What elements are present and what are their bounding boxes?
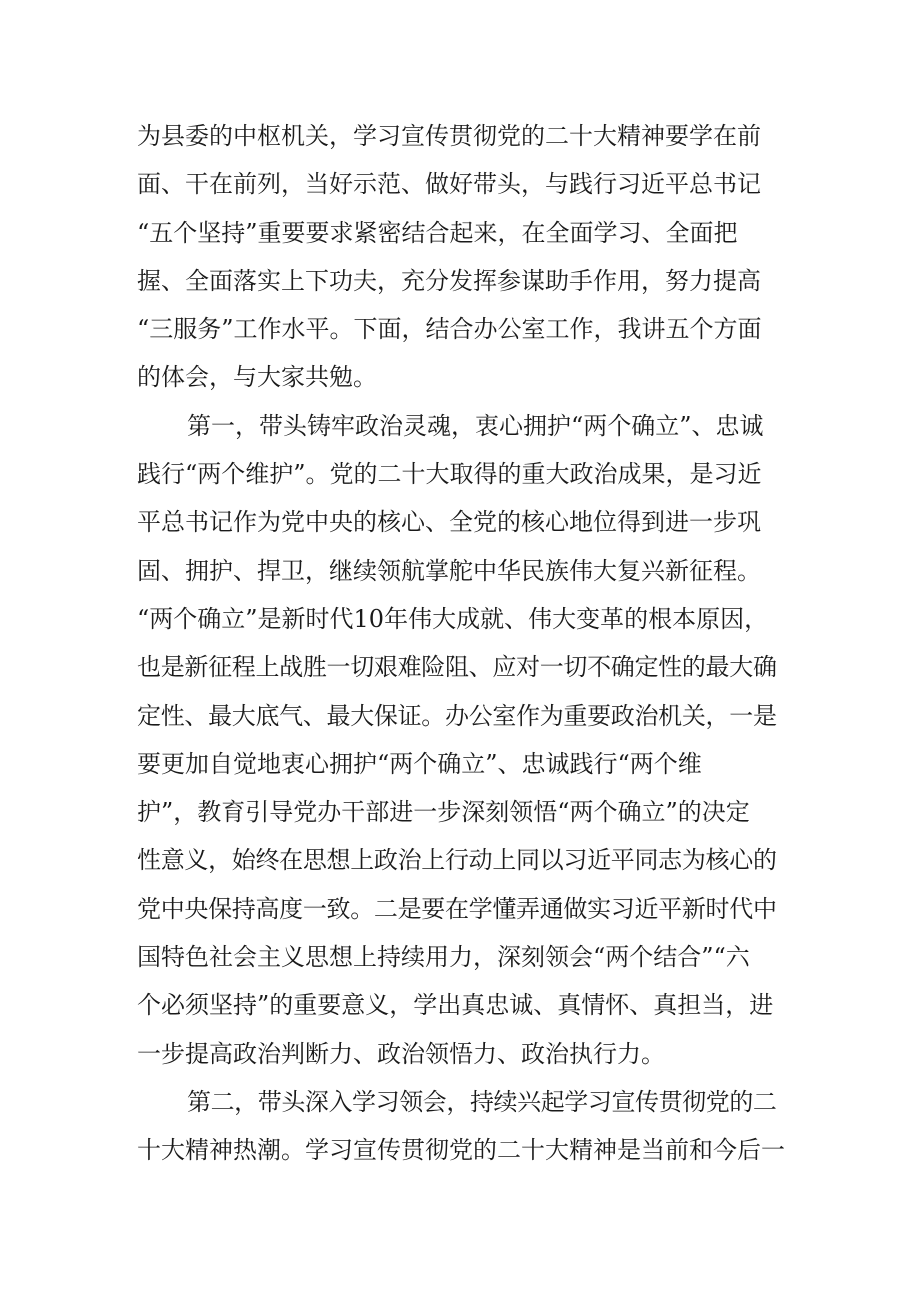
text-line: 十大精神热潮。学习宣传贯彻党的二十大精神是当前和今后一 (137, 1136, 785, 1165)
text-line: 第二，带头深入学习领会，持续兴起学习宣传贯彻党的二 (187, 1087, 777, 1116)
text-line: 党中央保持高度一致。二是要在学懂弄通做实习近平新时代中 (137, 894, 777, 923)
text-line: 平总书记作为党中央的核心、全党的核心地位得到进一步巩 (137, 508, 761, 537)
text-line: 国特色社会主义思想上持续用力，深刻领会“两个结合”“六 (137, 943, 750, 972)
text-line: 一步提高政治判断力、政治领悟力、政治执行力。 (137, 1039, 665, 1068)
text-line: 也是新征程上战胜一切艰难险阻、应对一切不确定性的最大确 (137, 653, 777, 682)
text-line: 性意义，始终在思想上政治上行动上同以习近平同志为核心的 (137, 846, 777, 875)
text-line: 固、拥护、捍卫，继续领航掌舵中华民族伟大复兴新征程。 (137, 556, 761, 585)
text-line: “五个坚持”重要要求紧密结合起来，在全面学习、全面把 (137, 218, 738, 247)
body-text (137, 112, 785, 1175)
text-line: 要更加自觉地衷心拥护“两个确立”、忠诚践行“两个维 (137, 749, 702, 778)
text-line: 为县委的中枢机关，学习宣传贯彻党的二十大精神要学在前 (137, 122, 761, 150)
text-line: 定性、最大底气、最大保证。办公室作为重要政治机关，一是 (137, 701, 777, 730)
text-line: 第一，带头铸牢政治灵魂，衷心拥护“两个确立”、忠诚 (187, 411, 764, 440)
text-line: “三服务”工作水平。下面，结合办公室工作，我讲五个方面 (137, 315, 762, 344)
text-line: “两个确立”是新时代10年伟大成就、伟大变革的根本原因， (137, 604, 769, 633)
text-line: 面、干在前列，当好示范、做好带头，与践行习近平总书记 (137, 170, 761, 199)
text-line: 护”，教育引导党办干部进一步深刻领悟“两个确立”的决定 (137, 798, 750, 827)
text-line: 握、全面落实上下功夫，充分发挥参谋助手作用，努力提高 (137, 266, 761, 295)
text-line: 践行“两个维护”。党的二十大取得的重大政治成果，是习近 (137, 460, 762, 489)
text-line: 个必须坚持”的重要意义，学出真忠诚、真情怀、真担当，进 (137, 991, 774, 1020)
text-line: 的体会，与大家共勉。 (137, 363, 377, 392)
